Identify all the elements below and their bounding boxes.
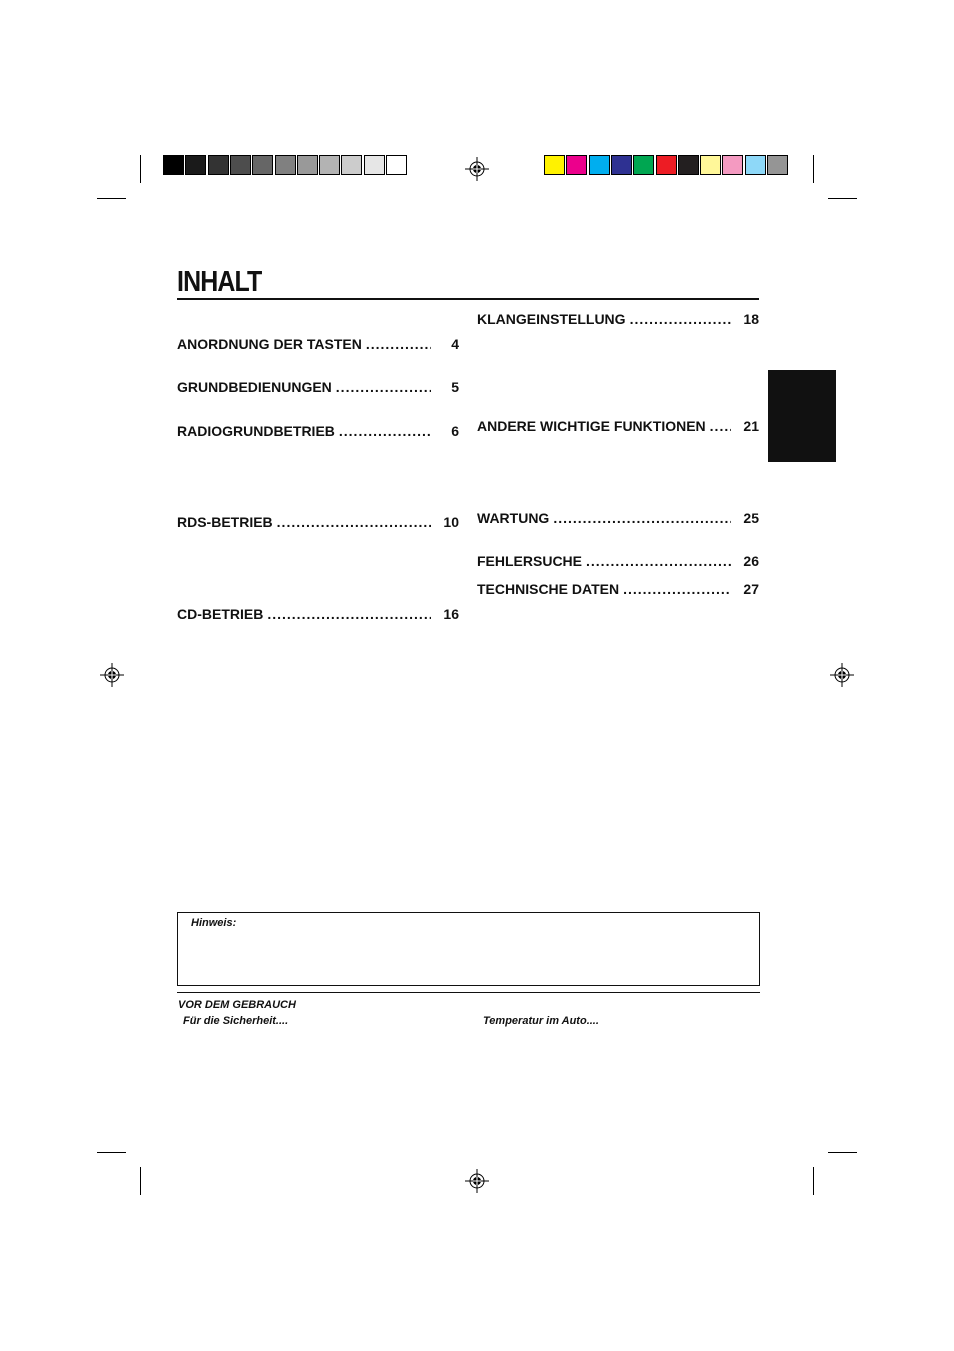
toc-entry-grundbedienungen[interactable] (177, 379, 459, 395)
toc-label: GRUNDBEDIENUNGEN (177, 379, 332, 395)
toc-label: ANORDNUNG DER TASTEN (177, 336, 362, 352)
toc-page-number: 6 (451, 423, 459, 439)
process-color-swatch (722, 155, 743, 175)
crop-mark-bottom-left-horizontal (97, 1152, 126, 1153)
page-title: INHALT (177, 266, 262, 298)
process-color-swatch (611, 155, 632, 175)
toc-entry-rds-betrieb[interactable] (177, 514, 459, 530)
process-color-swatch (767, 155, 788, 175)
toc-label: RADIOGRUNDBETRIEB (177, 423, 335, 439)
toc-leader-dots (267, 606, 431, 622)
toc-entry-fehlersuche[interactable] (477, 553, 759, 569)
footer-item-temperature: Temperatur im Auto.... (483, 1015, 599, 1027)
crop-mark-top-left-horizontal (97, 198, 126, 199)
toc-leader-dots (339, 423, 431, 439)
process-color-swatch (544, 155, 565, 175)
toc-leader-dots (336, 379, 431, 395)
toc-page-number: 21 (743, 418, 759, 434)
toc-leader-dots (623, 581, 731, 597)
grayscale-swatch (230, 155, 251, 175)
toc-entry-andere-funktionen[interactable] (477, 418, 759, 434)
toc-entry-anordnung[interactable] (177, 336, 459, 352)
grayscale-swatch (163, 155, 184, 175)
toc-page-number: 26 (743, 553, 759, 569)
grayscale-swatch (297, 155, 318, 175)
process-color-swatch (656, 155, 677, 175)
toc-leader-dots (710, 418, 731, 434)
grayscale-swatch (386, 155, 407, 175)
toc-page-number: 10 (443, 514, 459, 530)
toc-label: WARTUNG (477, 510, 550, 526)
toc-leader-dots (586, 553, 731, 569)
footer-divider (177, 992, 760, 993)
toc-entry-klangeinstellung[interactable] (477, 311, 759, 327)
toc-label: TECHNISCHE DATEN (477, 581, 620, 597)
grayscale-swatch (275, 155, 296, 175)
process-color-swatch (700, 155, 721, 175)
toc-leader-dots (277, 514, 431, 530)
process-color-swatch (566, 155, 587, 175)
toc-entry-technische-daten[interactable] (477, 581, 759, 597)
toc-entry-radiogrundbetrieb[interactable] (177, 423, 459, 439)
grayscale-swatch (341, 155, 362, 175)
title-underline (177, 298, 759, 300)
toc-page-number: 4 (451, 336, 459, 352)
toc-page-number: 5 (451, 379, 459, 395)
toc-label: RDS-BETRIEB (177, 514, 273, 530)
toc-entry-cd-betrieb[interactable] (177, 606, 459, 622)
note-label: Hinweis: (191, 917, 237, 929)
toc-page-number: 27 (743, 581, 759, 597)
registration-mark-top-icon (465, 157, 489, 181)
toc-page-number: 18 (743, 311, 759, 327)
grayscale-swatch (364, 155, 385, 175)
grayscale-swatch (252, 155, 273, 175)
process-color-swatch (745, 155, 766, 175)
toc-label: KLANGEINSTELLUNG (477, 311, 626, 327)
crop-mark-bottom-left-vertical (140, 1167, 141, 1195)
toc-leader-dots (553, 510, 731, 526)
crop-mark-bottom-right-horizontal (828, 1152, 857, 1153)
toc-label: ANDERE WICHTIGE FUNKTIONEN (477, 418, 706, 434)
crop-mark-top-right-horizontal (828, 198, 857, 199)
grayscale-swatch (208, 155, 229, 175)
section-side-tab (768, 370, 836, 462)
toc-page-number: 16 (443, 606, 459, 622)
registration-mark-bottom-icon (465, 1169, 489, 1193)
footer-item-safety: Für die Sicherheit.... (183, 1015, 289, 1027)
process-color-swatch (678, 155, 699, 175)
crop-mark-top-left-vertical (140, 155, 141, 183)
process-color-swatch (633, 155, 654, 175)
registration-mark-left-icon (100, 663, 124, 687)
crop-mark-top-right-vertical (813, 155, 814, 183)
toc-page-number: 25 (743, 510, 759, 526)
registration-mark-right-icon (830, 663, 854, 687)
crop-mark-bottom-right-vertical (813, 1167, 814, 1195)
toc-label: CD-BETRIEB (177, 606, 264, 622)
toc-label: FEHLERSUCHE (477, 553, 583, 569)
toc-entry-wartung[interactable] (477, 510, 759, 526)
footer-heading: VOR DEM GEBRAUCH (178, 999, 296, 1011)
grayscale-swatch (319, 155, 340, 175)
toc-leader-dots (630, 311, 731, 327)
grayscale-swatch (185, 155, 206, 175)
toc-leader-dots (366, 336, 431, 352)
process-color-swatch (589, 155, 610, 175)
note-box (177, 912, 760, 986)
